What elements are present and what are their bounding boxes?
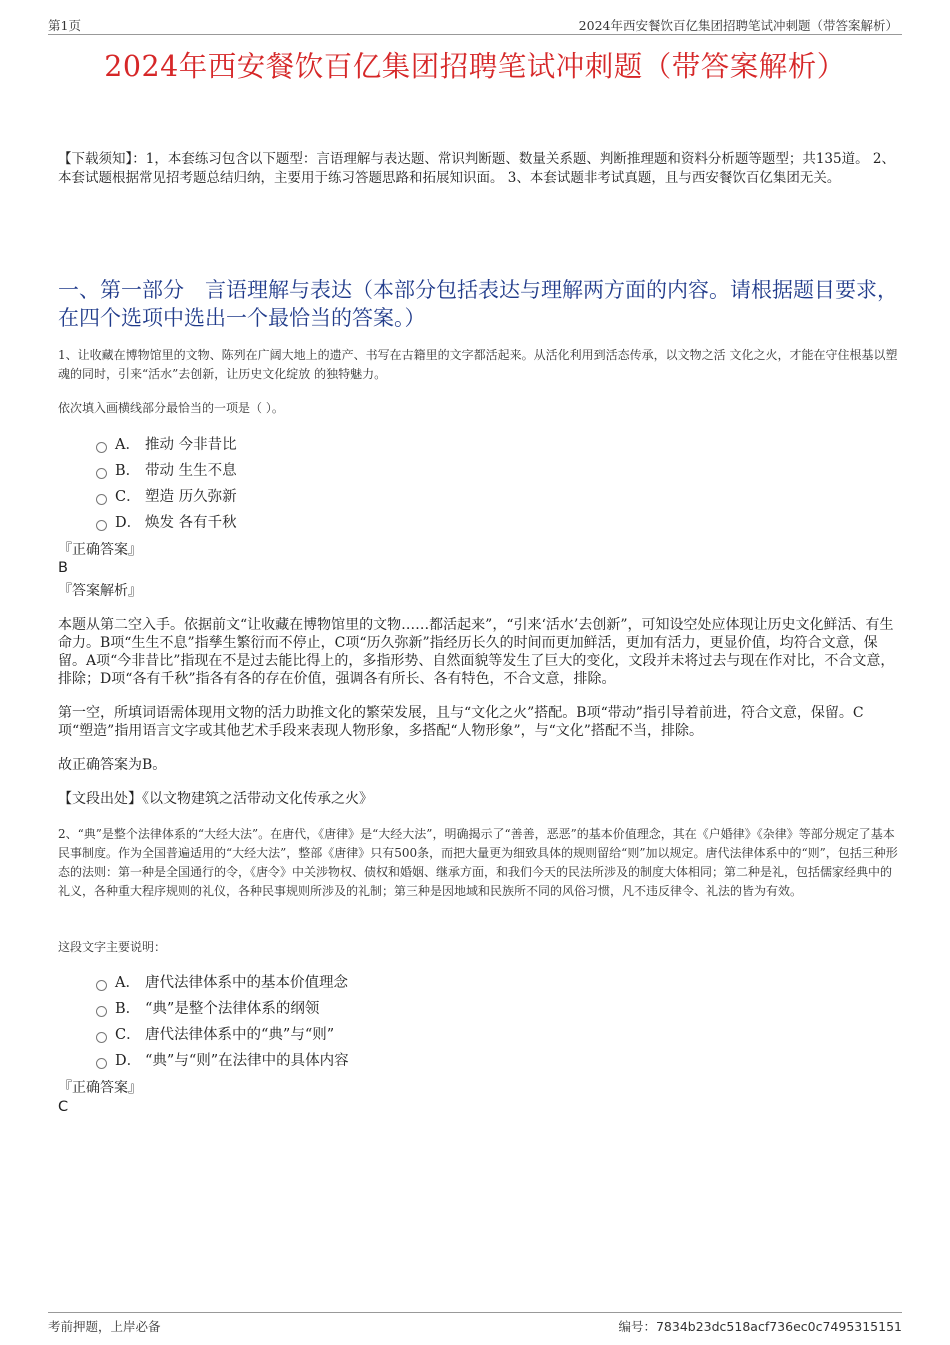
section-heading: 一、第一部分 言语理解与表达（本部分包括表达与理解两方面的内容。请根据题目要求，在四个选项中选出一个最恰当的答案。） — [58, 278, 898, 330]
question-2-options — [96, 970, 696, 1074]
option-b[interactable]: B． 带动 生生不息 — [96, 458, 696, 484]
option-a[interactable]: A． 推动 今非昔比 — [96, 432, 696, 458]
question-1-analysis-label: 『答案解析』 — [58, 583, 142, 599]
question-1-answer: B — [58, 560, 68, 576]
question-1-analysis-para-1: 本题从第二空入手。依据前文“让收藏在博物馆里的文物……都活起来”，“引来‘活水’去创新”，可知设空处应体现让历史文化鲜活、有生命力。B项“生生不息”指孳生繁衍而不停止，C项“历久弥新”指经历长久的时间而更加鲜活，更加有活力，更显价值，均符合文意，保留。A项“今非昔比”指现在不是过去能比得上的，多指形势、自然面貌等发生了巨大的变化，文段并未将过去与现在作对比，不合文意，排除；D项“各有千秋”指各有各的存在价值，强调各有所长、各有特色，不合文意，排除。 — [58, 617, 895, 687]
question-1-stem: 1、让收藏在博物馆里的文物、陈列在广阔大地上的遗产、书写在古籍里的文字都活起来。从活化利用到活态传承，以文物之活 文化之火，才能在守住根基以塑魂的同时，引来“活水”去创新，让历史文化绽放 的独特魅力。 — [58, 348, 898, 381]
radio-icon[interactable] — [96, 494, 107, 505]
option-a[interactable]: A． 唐代法律体系中的基本价值理念 — [96, 970, 696, 996]
footer-serial: 编号：7834b23dc518acf736ec0c7495315151 — [618, 1319, 902, 1334]
download-notice: 【下载须知】：1，本套练习包含以下题型：言语理解与表达题、常识判断题、数量关系题、判断推理题和资料分析题等题型；共135道。 2、本套试题根据常见招考题总结归纳，主要用于练习答题思路和拓展知识面。 3、本套试题非考试真题，且与西安餐饮百亿集团无关。 — [58, 151, 895, 186]
radio-icon[interactable] — [96, 980, 107, 991]
page-header — [48, 14, 902, 35]
radio-icon[interactable] — [96, 1058, 107, 1069]
radio-icon[interactable] — [96, 1006, 107, 1017]
question-1-options — [96, 432, 696, 536]
question-1-analysis-para-3: 故正确答案为B。 — [58, 757, 167, 773]
footer-slogan: 考前押题，上岸必备 — [48, 1319, 161, 1334]
question-1-analysis-para-2: 第一空，所填词语需体现用文物的活力助推文化的繁荣发展，且与“文化之火”搭配。B项“带动”指引导着前进，符合文意，保留。C项“塑造”指用语言文字或其他艺术手段来表现人物形象，多搭配“人物形象”，与“文化”搭配不当，排除。 — [58, 705, 864, 739]
question-1-answer-label: 『正确答案』 — [58, 542, 142, 558]
radio-icon[interactable] — [96, 520, 107, 531]
header-doc-title: 2024年西安餐饮百亿集团招聘笔试冲刺题（带答案解析） — [578, 18, 898, 33]
question-2-prompt: 这段文字主要说明： — [58, 940, 167, 954]
option-c[interactable]: C． 唐代法律体系中的“典”与“则” — [96, 1022, 696, 1048]
option-d[interactable]: D． 焕发 各有千秋 — [96, 510, 696, 536]
option-c[interactable]: C． 塑造 历久弥新 — [96, 484, 696, 510]
radio-icon[interactable] — [96, 442, 107, 453]
radio-icon[interactable] — [96, 1032, 107, 1043]
question-1-prompt: 依次填入画横线部分最恰当的一项是（ ）。 — [58, 401, 284, 415]
question-2-answer-label: 『正确答案』 — [58, 1080, 142, 1096]
question-2-answer: C — [58, 1099, 69, 1115]
option-d[interactable]: D． “典”与“则”在法律中的具体内容 — [96, 1048, 696, 1074]
radio-icon[interactable] — [96, 468, 107, 479]
document-title: 2024年西安餐饮百亿集团招聘笔试冲刺题（带答案解析） — [104, 50, 846, 83]
option-b[interactable]: B． “典”是整个法律体系的纲领 — [96, 996, 696, 1022]
question-1-source: 【文段出处】《以文物建筑之活带动文化传承之火》 — [58, 791, 373, 807]
page-number: 第1页 — [48, 18, 81, 33]
page-footer — [48, 1312, 902, 1339]
question-2-stem: 2、“典”是整个法律体系的“大经大法”。在唐代，《唐律》是“大经大法”，明确揭示了“善善，恶恶”的基本价值理念，其在《户婚律》《杂律》等部分规定了基本民事制度。作为全国普遍适用的“大经大法”，整部《唐律》只有500条，而把大量更为细致具体的规则留给“则”加以规定。唐代法律体系中的“则”，包括三种形态的法则：第一种是全国通行的令，《唐令》中关涉物权、债权和婚姻、继承方面，和我们今天的民法所涉及的制度大体相同；第二种是礼，包括儒家经典中的礼义，各种重大程序规则的礼仪，各种民事规则所涉及的礼制；第三种是因地域和民族所不同的风俗习惯，凡不违反律令、礼法的皆为有效。 — [58, 827, 898, 898]
